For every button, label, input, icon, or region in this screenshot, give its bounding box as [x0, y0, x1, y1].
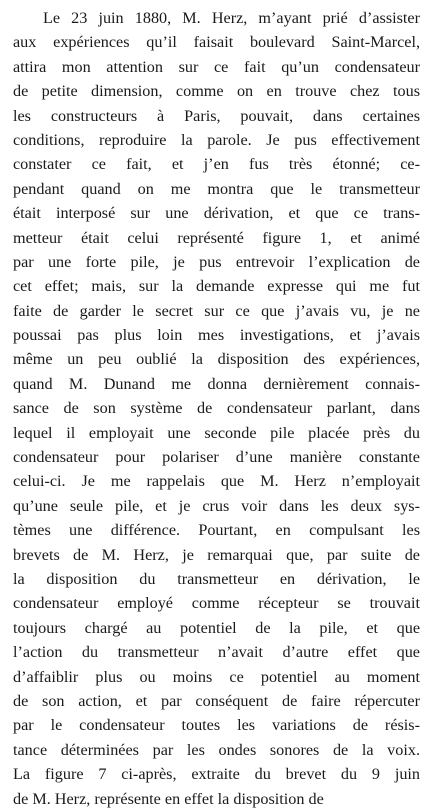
text-line: aux expériences qu’il faisait boulevard Saint-Marcel,	[13, 33, 420, 52]
text-line: lequel il employait une seconde pile placée près du	[13, 423, 420, 442]
text-line: tèmes une différence. Pourtant, en compulsant les	[13, 521, 420, 540]
text-line: faite de garder le secret sur ce que j’avais vu, je ne	[13, 301, 420, 320]
text-line: de son action, et par conséquent de faire répercuter	[13, 691, 420, 710]
text-line: conditions, reproduire la parole. Je pus effectivement	[13, 130, 420, 149]
text-line: tance déterminées par les ondes sonores de la voix.	[13, 740, 420, 759]
text-line: par le condensateur toutes les variations de résis-	[13, 716, 420, 735]
text-line: metteur était celui représenté figure 1, et animé	[13, 228, 420, 247]
text-line: celui-ci. Je me rappelais que M. Herz n’employait	[13, 472, 420, 491]
text-line: était interposé sur une dérivation, et que ce trans-	[13, 204, 420, 223]
document-page	[13, 6, 420, 811]
text-line: attira mon attention sur ce fait qu’un condensateur	[13, 57, 420, 76]
text-line: même un peu oublié la disposition des expériences,	[13, 350, 420, 369]
text-line: les constructeurs à Paris, pouvait, dans certaines	[13, 106, 420, 125]
text-line: pendant quand on me montra que le transmetteur	[13, 179, 420, 198]
text-line: l’action du transmetteur n’avait d’autre effet que	[13, 643, 420, 662]
text-line: d’affaiblir plus ou moins ce potentiel au moment	[13, 667, 420, 686]
text-line: sance de son système de condensateur parlant, dans	[13, 399, 420, 418]
text-line: de M. Herz, représente en effet la disposition de	[13, 789, 324, 808]
text-line: toujours chargé au potentiel de la pile, et que	[13, 618, 420, 637]
text-line: par une forte pile, je pus entrevoir l’explication de	[13, 252, 420, 271]
text-line: Le 23 juin 1880, M. Herz, m’ayant prié d’assister	[43, 9, 420, 27]
body-paragraph	[13, 6, 420, 811]
text-line: quand M. Dunand me donna dernièrement connais-	[13, 374, 420, 393]
text-line: constater ce fait, et j’en fus très étonné; ce-	[13, 155, 420, 174]
text-line: condensateur employé comme récepteur se trouvait	[13, 594, 420, 613]
text-line: La figure 7 ci-après, extraite du brevet du 9 juin	[13, 765, 420, 784]
text-line: de petite dimension, comme on en trouve chez tous	[13, 82, 420, 101]
text-line: poussai pas plus loin mes investigations, et j’avais	[13, 326, 420, 345]
text-line: condensateur pour polariser d’une manière constante	[13, 448, 420, 467]
text-line: la disposition du transmetteur en dérivation, le	[13, 569, 420, 588]
text-line: qu’une seule pile, et je crus voir dans les deux sys-	[13, 496, 420, 515]
text-line: cet effet; mais, sur la demande expresse qui me fut	[13, 277, 420, 296]
text-line: brevets de M. Herz, je remarquai que, par suite de	[13, 545, 420, 564]
